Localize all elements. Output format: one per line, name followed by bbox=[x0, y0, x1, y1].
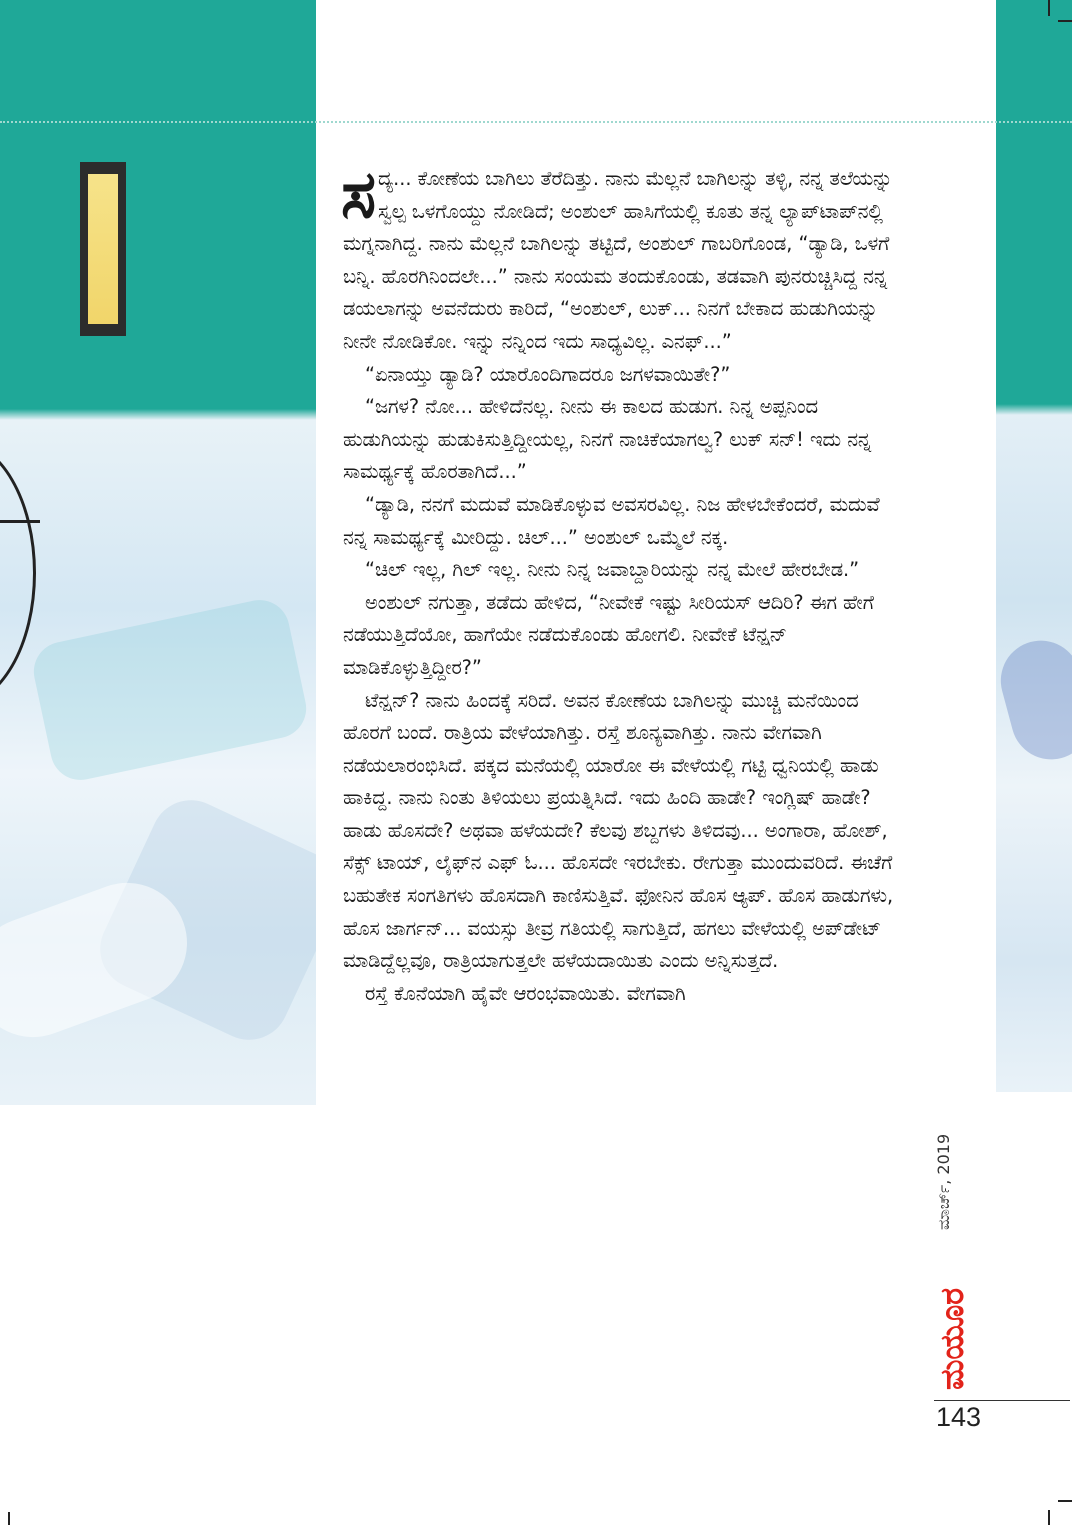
door-light bbox=[88, 174, 118, 324]
crop-mark bbox=[1058, 1500, 1072, 1502]
illustration-right bbox=[996, 0, 1072, 1092]
drop-cap: ಸ bbox=[341, 156, 377, 233]
page-number: 143 bbox=[936, 1402, 982, 1432]
watercolor-wash bbox=[996, 632, 1072, 769]
article-body bbox=[341, 156, 898, 1010]
article-paragraph: “ಏನಾಯ್ತು ಡ್ಯಾಡಿ? ಯಾರೊಂದಿಗಾದರೂ ಜಗಳವಾಯಿತೇ?” bbox=[365, 362, 731, 386]
first-paragraph-text: ದ್ಯ... ಕೋಣೆಯ ಬಾಗಿಲು ತೆರೆದಿತ್ತು. ನಾನು ಮೆಲ್ಲನೆ ಬಾಗಿಲನ್ನು ತಳ್ಳಿ, ನನ್ನ ತಲೆಯನ್ನು ಸ್ವಲ್ಪ ಒಳಗೊಯ್ದು ನೋಡಿದೆ; ಅಂಶುಲ್ ಹಾಸಿಗೆಯಲ್ಲಿ ಕೂತು ತನ್ನ ಲ್ಯಾಪ್‌ಟಾಪ್‌ನಲ್ಲಿ ಮಗ್ನನಾಗಿದ್ದ. ನಾನು ಮೆಲ್ಲನೆ ಬಾಗಿಲನ್ನು ತಟ್ಟಿದೆ, ಅಂಶುಲ್ ಗಾಬರಿಗೊಂಡ, “ಡ್ಯಾಡಿ, ಒಳಗೆ ಬನ್ನಿ. ಹೊರಗಿನಿಂದಲೇ...” ನಾನು ಸಂಯಮ ತಂದುಕೊಂಡು, ತಡವಾಗಿ ಪುನರುಚ್ಚಿಸಿದ್ದ ನನ್ನ ಡಯಲಾಗನ್ನು ಅವನೆದುರು ಕಾರಿದೆ, “ಅಂಶುಲ್, ಲುಕ್... ನಿನಗೆ ಬೇಕಾದ ಹುಡುಗಿಯನ್ನು ನೀನೇ ನೋಡಿಕೋ. ಇನ್ನು ನನ್ನಿಂದ ಇದು ಸಾಧ್ಯವಿಲ್ಲ. ಎನಫ್...” bbox=[343, 167, 893, 353]
illustration-left bbox=[0, 0, 316, 1105]
footer-rule bbox=[934, 1400, 1070, 1401]
door-illustration bbox=[80, 162, 126, 336]
article-paragraph: “ಡ್ಯಾಡಿ, ನನಗೆ ಮದುವೆ ಮಾಡಿಕೊಳ್ಳುವ ಅವಸರವಿಲ್ಲ. ನಿಜ ಹೇಳಬೇಕೆಂದರೆ, ಮದುವೆ ನನ್ನ ಸಾಮರ್ಥ್ಯಕ್ಕೆ ಮೀರಿದ್ದು. ಚಿಲ್...” ಅಂಶುಲ್ ಒಮ್ಮೆಲೆ ನಕ್ಕ. bbox=[343, 492, 880, 549]
dotted-divider bbox=[0, 121, 1072, 123]
crop-mark bbox=[1048, 1510, 1050, 1525]
outline-arc bbox=[0, 440, 36, 706]
crop-mark bbox=[1058, 20, 1072, 22]
crop-mark bbox=[1048, 0, 1050, 16]
article-paragraph: “ಜಗಳ? ನೋ... ಹೇಳಿದೆನಲ್ಲ. ನೀನು ಈ ಕಾಲದ ಹುಡುಗ. ನಿನ್ನ ಅಪ್ಪನಿಂದ ಹುಡುಗಿಯನ್ನು ಹುಡುಕಿಸುತ್ತಿದ್ದೀಯಲ್ಲ, ನಿನಗೆ ನಾಚಿಕೆಯಾಗಲ್ವ? ಲುಕ್ ಸನ್! ಇದು ನನ್ನ ಸಾಮರ್ಥ್ಯಕ್ಕೆ ಹೊರತಾಗಿದೆ...” bbox=[343, 395, 872, 484]
outline-tick bbox=[0, 520, 40, 523]
article-paragraph: ಟೆನ್ಷನ್? ನಾನು ಹಿಂದಕ್ಕೆ ಸರಿದೆ. ಅವನ ಕೋಣೆಯ ಬಾಗಿಲನ್ನು ಮುಚ್ಚಿ ಮನೆಯಿಂದ ಹೊರಗೆ ಬಂದೆ. ರಾತ್ರಿಯ ವೇಳೆಯಾಗಿತ್ತು. ರಸ್ತೆ ಶೂನ್ಯವಾಗಿತ್ತು. ನಾನು ವೇಗವಾಗಿ ನಡೆಯಲಾರಂಭಿಸಿದೆ. ಪಕ್ಕದ ಮನೆಯಲ್ಲಿ ಯಾರೋ ಈ ವೇಳೆಯಲ್ಲಿ ಗಟ್ಟಿ ಧ್ವನಿಯಲ್ಲಿ ಹಾಡು ಹಾಕಿದ್ದ. ನಾನು ನಿಂತು ತಿಳಿಯಲು ಪ್ರಯತ್ನಿಸಿದೆ. ಇದು ಹಿಂದಿ ಹಾಡೇ? ಇಂಗ್ಲಿಷ್ ಹಾಡೇ? ಹಾಡು ಹೊಸದೇ? ಅಥವಾ ಹಳೆಯದೇ? ಕೆಲವು ಶಬ್ದಗಳು ತಿಳಿದವು... ಅಂಗಾರಾ, ಹೋಶ್, ಸೆಕ್ಸ್ ಟಾಯ್, ಲೈಫ್‌ನ ಎಫ್ ಓ... ಹೊಸದೇ ಇರಬೇಕು. ರೇಗುತ್ತಾ ಮುಂದುವರಿದೆ. ಈಚೆಗೆ ಬಹುತೇಕ ಸಂಗತಿಗಳು ಹೊಸದಾಗಿ ಕಾಣಿಸುತ್ತಿವೆ. ಫೋನಿನ ಹೊಸ ಆ್ಯಪ್. ಹೊಸ ಹಾಡುಗಳು, ಹೊಸ ಜಾರ್ಗನ್... ವಯಸ್ಸು ತೀವ್ರ ಗತಿಯಲ್ಲಿ ಸಾಗುತ್ತಿದೆ, ಹಗಲು ವೇಳೆಯಲ್ಲಿ ಅಪ್‌ಡೇಟ್ ಮಾಡಿದ್ದೆಲ್ಲವೂ, ರಾತ್ರಿಯಾಗುತ್ತಲೇ ಹಳೆಯದಾಯಿತು ಎಂದು ಅನ್ನಿಸುತ್ತದೆ. bbox=[343, 688, 894, 973]
article-paragraph: ರಸ್ತೆ ಕೊನೆಯಾಗಿ ಹೈವೇ ಆರಂಭವಾಯಿತು. ವೇಗವಾಗಿ bbox=[365, 981, 686, 1005]
crop-mark bbox=[8, 1512, 10, 1525]
watercolor-wash bbox=[28, 595, 311, 786]
magazine-logo: ಮಯೂರ bbox=[933, 1287, 971, 1390]
article-paragraph: ಅಂಶುಲ್ ನಗುತ್ತಾ, ತಡೆದು ಹೇಳಿದ, “ನೀವೇಕೆ ಇಷ್ಟು ಸೀರಿಯಸ್ ಆದಿರಿ? ಈಗ ಹೇಗೆ ನಡೆಯುತ್ತಿದೆಯೋ, ಹಾಗೆಯೇ ನಡೆದುಕೊಂಡು ಹೋಗಲಿ. ನೀವೇಕೆ ಟೆನ್ಷನ್ ಮಾಡಿಕೊಳ್ಳುತ್ತಿದ್ದೀರ?” bbox=[343, 590, 874, 679]
article-paragraph-first bbox=[341, 156, 898, 359]
article-paragraph: “ಚಿಲ್ ಇಲ್ಲ, ಗಿಲ್ ಇಲ್ಲ. ನೀನು ನಿನ್ನ ಜವಾಬ್ದಾರಿಯನ್ನು ನನ್ನ ಮೇಲೆ ಹೇರಬೇಡ.” bbox=[365, 558, 860, 582]
issue-date: ಮಾರ್ಚ್, 2019 bbox=[934, 1133, 953, 1230]
